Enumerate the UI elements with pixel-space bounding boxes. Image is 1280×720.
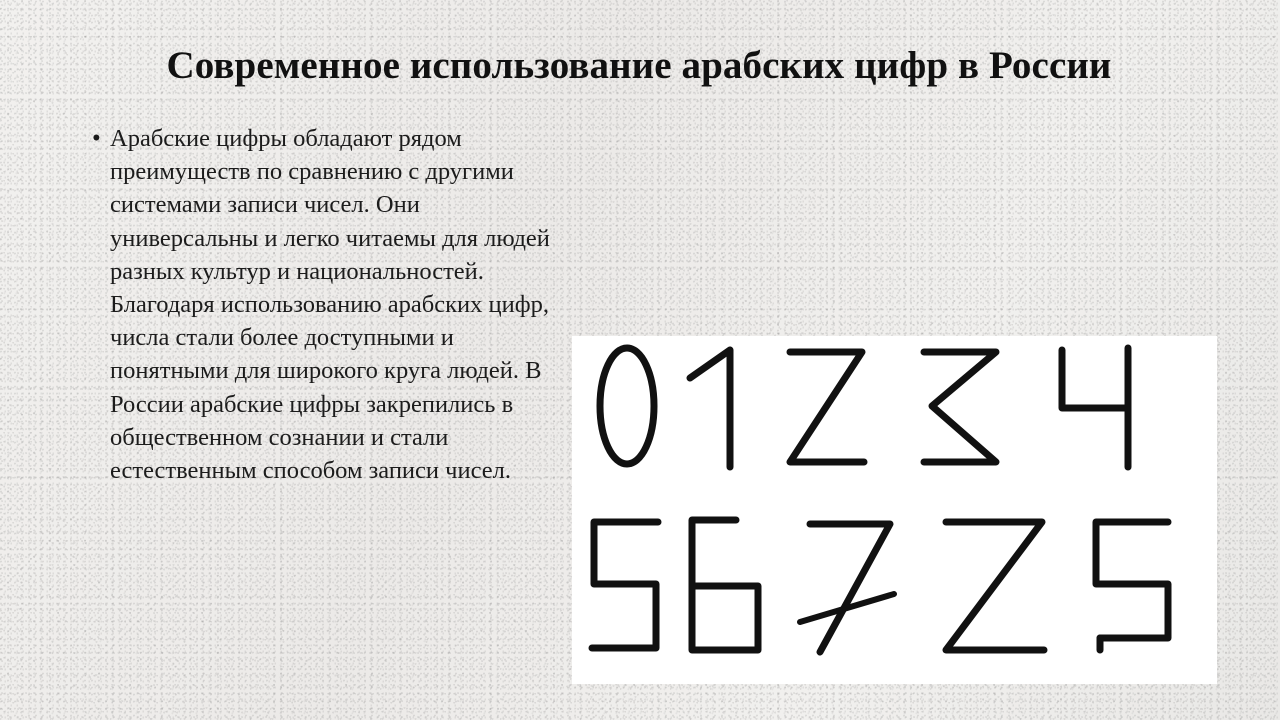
numerals-figure <box>572 336 1217 684</box>
glyph-one <box>690 350 730 467</box>
glyph-eight <box>946 522 1044 650</box>
glyph-four <box>1062 348 1128 467</box>
body-text-block <box>92 122 562 487</box>
bullet-paragraph: Арабские цифры обладают рядом преимуществ по сравнению с другими системами записи чисел. Они универсальны и легко читаемы для людей разных культур и национальностей. Благодаря использованию арабских цифр, числа стали более доступными и понятными для широкого круга людей. В России арабские цифры закрепились в общественном сознании и стали естественным способом записи чисел. <box>110 125 550 485</box>
numerals-drawing <box>572 336 1217 684</box>
bullet-marker-icon: • <box>92 125 101 152</box>
glyph-two <box>790 352 864 462</box>
glyph-three <box>924 352 996 462</box>
glyph-five <box>592 522 658 648</box>
glyph-zero <box>600 348 654 464</box>
glyph-nine <box>1096 522 1168 650</box>
page-title: Современное использование арабских цифр в России <box>166 44 1112 87</box>
glyph-six <box>692 520 758 650</box>
list-item <box>92 122 562 487</box>
glyph-seven <box>800 524 894 652</box>
